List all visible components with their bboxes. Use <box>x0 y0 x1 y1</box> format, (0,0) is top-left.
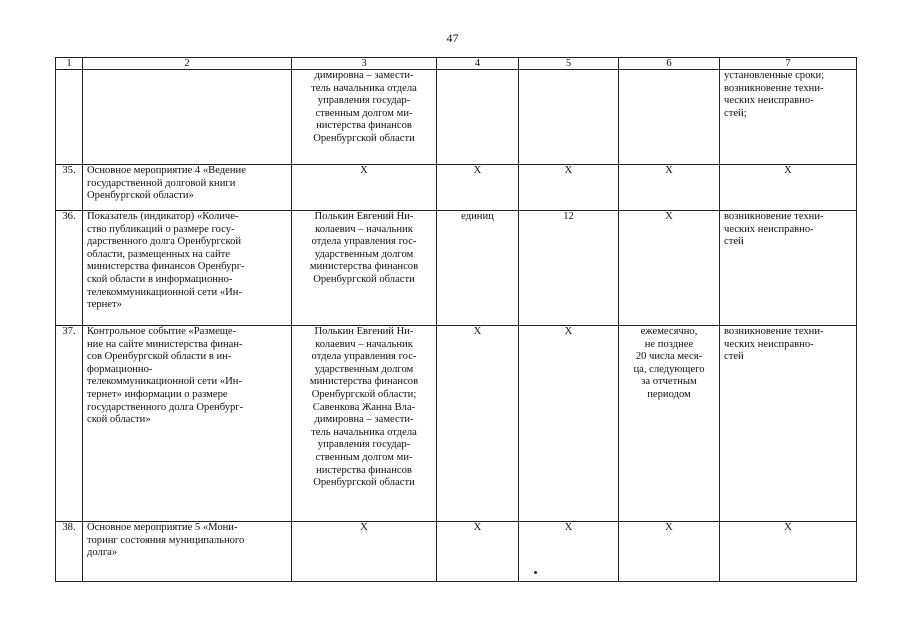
event-cell <box>83 70 292 165</box>
row-number <box>56 70 83 165</box>
event-cell: Основное мероприятие 4 «Ведение государственной долговой книги Оренбургской области» <box>83 165 292 211</box>
unit-cell: Х <box>437 326 519 522</box>
responsible-cell: Полькин Евгений Ни- колаевич – начальник отдела управления гос- ударственным долгом министерства финансов Оренбургской области <box>292 211 437 326</box>
header-row <box>56 58 857 70</box>
value-cell: 12 <box>519 211 619 326</box>
unit-cell <box>437 70 519 165</box>
table-row <box>56 211 857 326</box>
event-cell: Контрольное событие «Размеще- ние на сайте министерства финан- сов Оренбургской области в ин- формационно- телекоммуникационной сети «Ин- тернет» информации о размере государственного долга Оренбург- ской области» <box>83 326 292 522</box>
deadline-cell: Х <box>619 211 720 326</box>
column-header: 6 <box>619 58 720 70</box>
unit-cell: Х <box>437 165 519 211</box>
scan-dot-mark <box>534 571 537 574</box>
deadline-cell: ежемесячно, не позднее 20 числа меся- ца, следующего за отчетным периодом <box>619 326 720 522</box>
event-cell: Показатель (индикатор) «Количе- ство публикаций о размере госу- дарственного долга Оренбургской области, размещенных на сайте министерства финансов Оренбург- ской области в информационно- телекоммуникационной сети «Ин- тернет» <box>83 211 292 326</box>
value-cell: Х <box>519 522 619 582</box>
column-header: 3 <box>292 58 437 70</box>
deadline-cell: Х <box>619 522 720 582</box>
event-cell: Основное мероприятие 5 «Мони- торинг состояния муниципального долга» <box>83 522 292 582</box>
column-header: 5 <box>519 58 619 70</box>
risks-cell: Х <box>720 522 857 582</box>
column-header: 2 <box>83 58 292 70</box>
risks-cell: возникновение техни- ческих неисправно- стей <box>720 326 857 522</box>
row-number: 35. <box>56 165 83 211</box>
risks-cell: установленные сроки; возникновение техни- ческих неисправно- стей; <box>720 70 857 165</box>
document-table <box>55 57 857 582</box>
table-row <box>56 326 857 522</box>
responsible-cell: димировна – замести- тель начальника отдела управления государ- ственным долгом ми- нистерства финансов Оренбургской области <box>292 70 437 165</box>
table-row <box>56 522 857 582</box>
value-cell <box>519 70 619 165</box>
row-number: 38. <box>56 522 83 582</box>
row-number: 36. <box>56 211 83 326</box>
responsible-cell: Х <box>292 165 437 211</box>
table-row <box>56 70 857 165</box>
row-number: 37. <box>56 326 83 522</box>
responsible-cell: Полькин Евгений Ни- колаевич – начальник отдела управления гос- ударственным долгом министерства финансов Оренбургской области; Савенкова Жанна Вла- димировна – замести- тель начальника отдела управления государ- ственным долгом ми- нистерства финансов Оренбургской области <box>292 326 437 522</box>
page-number: 47 <box>446 31 459 45</box>
responsible-cell: Х <box>292 522 437 582</box>
value-cell: Х <box>519 165 619 211</box>
column-header: 1 <box>56 58 83 70</box>
column-header: 4 <box>437 58 519 70</box>
table-row <box>56 165 857 211</box>
unit-cell: Х <box>437 522 519 582</box>
risks-cell: возникновение техни- ческих неисправно- стей <box>720 211 857 326</box>
column-header: 7 <box>720 58 857 70</box>
risks-cell: Х <box>720 165 857 211</box>
unit-cell: единиц <box>437 211 519 326</box>
deadline-cell: Х <box>619 165 720 211</box>
deadline-cell <box>619 70 720 165</box>
value-cell: Х <box>519 326 619 522</box>
